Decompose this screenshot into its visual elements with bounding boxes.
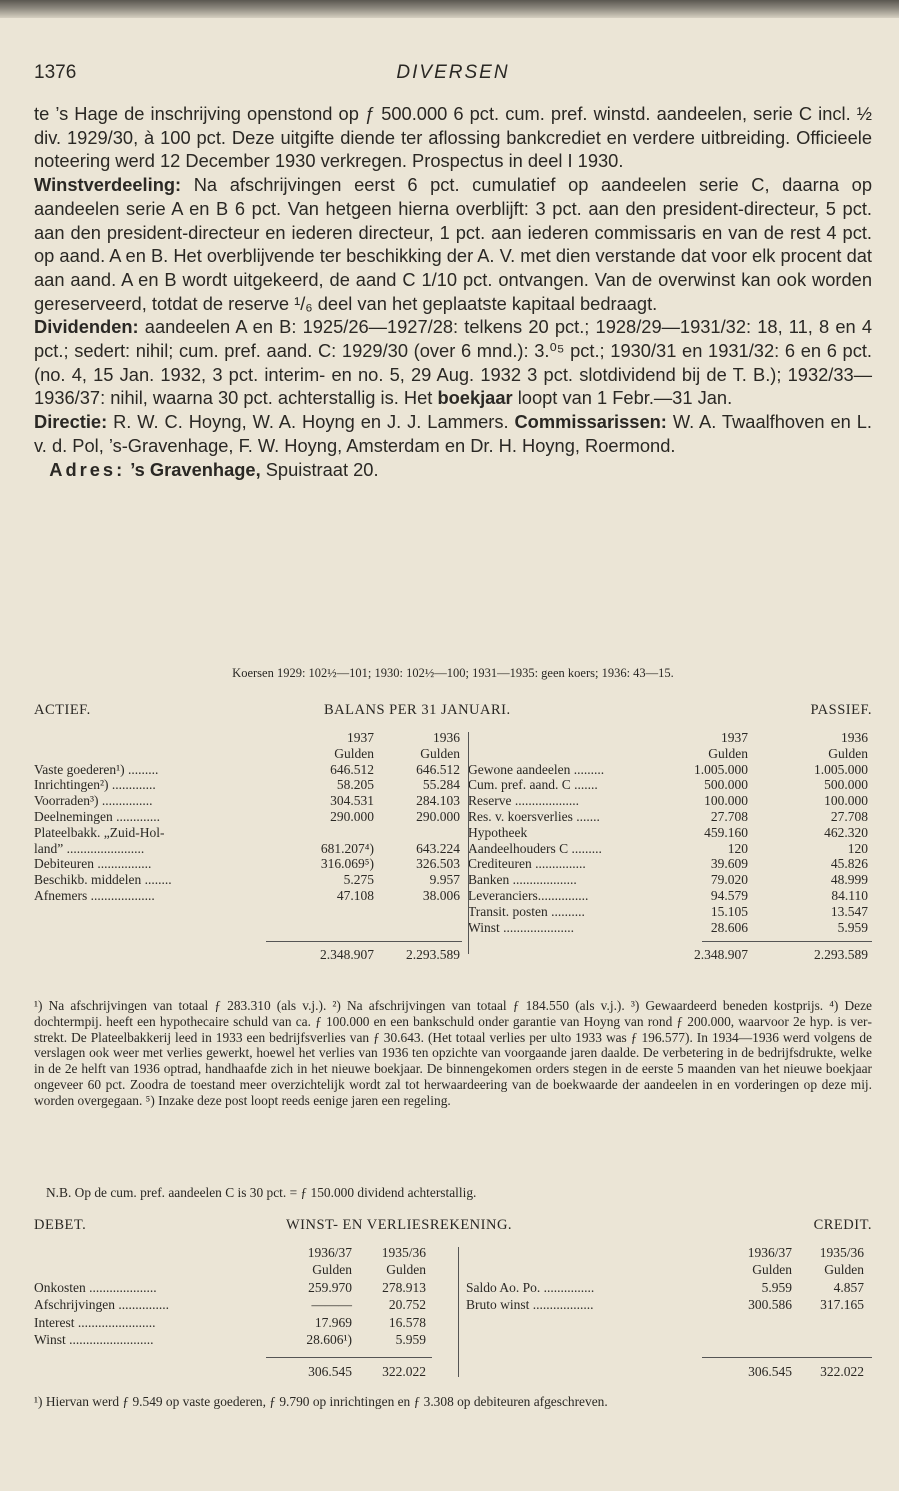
- actief-label: Deelnemingen .............: [34, 809, 160, 824]
- actief-value-1937: 316.069⁵): [320, 856, 374, 872]
- passief-value-1936: 45.826: [830, 856, 868, 872]
- credit-value-1935-36: 317.165: [820, 1297, 864, 1313]
- balance-sheet: [34, 730, 872, 995]
- debet-value-1935-36: 278.913: [382, 1279, 426, 1295]
- credit-label: Saldo Ao. Po. ...............: [466, 1279, 595, 1295]
- profit-loss-account: [34, 1245, 872, 1390]
- pl-title: WINST- EN VERLIESREKENING.: [286, 1217, 513, 1233]
- actief-total-1937: 2.348.907: [320, 947, 374, 963]
- balance-year-header: 1937: [721, 730, 748, 745]
- passief-label: Cum. pref. aand. C .......: [468, 777, 598, 793]
- winstverdeeling-text: Na afschrijvingen eerst 6 pct. cumulatief op aandeelen serie C, daarna op aandeelen serie A en B 6 pct. Van hetgeen hierna overblijft: 3 pct. aan den president-directeur, 5 pct. aan den president-directeur en iederen directeur, 1 pct. aan iederen commissaris en van de rest 4 pct. op aand. A en B. Het overblijvende ter beschikking der A. V. met dien verstande dat voor elk procent dat aan aand. A en B wordt uitgekeerd, de aand C 1/10 pct. ontvangen. Van de overwinst kan ook worden gereserveerd, totdat de reserve ¹/₆ deel van het geplaatste kapitaal bedraagt.: [34, 174, 872, 314]
- debet-label: Onkosten ....................: [34, 1279, 157, 1295]
- passief-label: Banken ...................: [468, 872, 577, 888]
- actief-value-1937: 58.205: [336, 777, 374, 793]
- dividenden-paragraph: [34, 315, 872, 410]
- company-description: [34, 102, 872, 481]
- passief-label: Transit. posten ..........: [468, 903, 585, 919]
- actief-value-1936: 326.503: [416, 856, 460, 872]
- debet-value-1936-37: 17.969: [314, 1314, 352, 1330]
- credit-total-rule: [702, 1357, 872, 1358]
- passief-value-1937: 120: [727, 840, 748, 856]
- debet-value-1935-36: 5.959: [395, 1332, 426, 1347]
- credit-total-1936-37: 306.545: [748, 1364, 792, 1380]
- passief-value-1937: 1.005.000: [694, 761, 748, 777]
- debet-total-1935-36: 322.022: [382, 1364, 426, 1380]
- passief-value-1936: 5.959: [837, 919, 868, 935]
- debet-total-rule: [266, 1357, 432, 1358]
- actief-label: Inrichtingen²) .............: [34, 777, 156, 793]
- adres-label: Adres:: [49, 458, 126, 480]
- winstverdeeling-paragraph: [34, 173, 872, 315]
- nb-note: N.B. Op de cum. pref. aandeelen C is 30 pct. = ƒ 150.000 dividend achterstallig.: [46, 1185, 477, 1200]
- passief-title: PASSIEF.: [810, 702, 872, 718]
- directie-paragraph: [34, 410, 872, 457]
- boekjaar-text: loopt van 1 Febr.—31 Jan.: [512, 387, 733, 409]
- passief-value-1936: 462.320: [824, 824, 868, 840]
- page-number: 1376: [34, 62, 77, 83]
- actief-value-1936: 38.006: [422, 888, 460, 903]
- actief-value-1936: 55.284: [422, 777, 460, 793]
- actief-title: ACTIEF.: [34, 702, 91, 718]
- koersen-line: Koersen 1929: 102½—101; 1930: 102½—100; 1931—1935: geen koers; 1936: 43—15.: [232, 666, 674, 680]
- adres-street: Spuistraat 20.: [260, 458, 379, 480]
- actief-label: Vaste goederen¹) .........: [34, 761, 159, 777]
- actief-value-1937: 681.207⁴): [320, 840, 374, 856]
- passief-value-1937: 79.020: [710, 872, 748, 888]
- passief-value-1936: 84.110: [831, 888, 868, 903]
- actief-value-1936: 9.957: [429, 872, 460, 888]
- passief-value-1936: 500.000: [824, 777, 868, 793]
- boekjaar-label: boekjaar: [437, 387, 513, 409]
- passief-value-1936: 13.547: [830, 903, 868, 919]
- dividenden-text: aandeelen A en B: 1925/26—1927/28: telkens 20 pct.; 1928/29—1931/32: 18, 11, 8 en 4 pct.; sedert: nihil; cum. pref. aand. C: 1929/30 (over 6 mnd.): 3.⁰⁵ pct.; 1930/31 en 1931/32: 6 en 6 pct. (no. 4, 15 Jan. 1932, 3 pct. interim- en no. 5, 29 Aug. 1932 3 pct. slotdividend bij de T. B.); 1932/33—1936/37: nihil, waarna 30 pct. achterstallig is. Het: [34, 316, 872, 409]
- passief-value-1937: 27.708: [710, 809, 748, 824]
- debet-value-1936-37: 28.606¹): [306, 1332, 352, 1347]
- credit-label: Bruto winst ..................: [466, 1297, 594, 1313]
- pl-unit-header: Gulden: [752, 1262, 792, 1278]
- actief-value-1936: 284.103: [416, 793, 460, 809]
- passief-total-1937: 2.348.907: [694, 947, 748, 963]
- passief-label: Leveranciers...............: [468, 888, 589, 903]
- actief-value-1937: 5.275: [343, 872, 374, 888]
- balance-unit-header: Gulden: [334, 745, 374, 761]
- passief-label: Aandeelhouders C .........: [468, 840, 602, 856]
- running-head: DIVERSEN: [396, 62, 510, 83]
- credit-value-1936-37: 300.586: [748, 1297, 792, 1313]
- actief-label: Afnemers ...................: [34, 888, 155, 903]
- scan-top-edge: [0, 0, 899, 18]
- actief-total-rule: [266, 941, 462, 942]
- actief-value-1937: 304.531: [330, 793, 374, 809]
- passief-label: Crediteuren ...............: [468, 856, 586, 872]
- actief-value-1936: 646.512: [416, 761, 460, 777]
- credit-value-1935-36: 4.857: [833, 1279, 864, 1295]
- actief-total-1936: 2.293.589: [406, 947, 460, 963]
- passief-value-1937: 500.000: [704, 777, 748, 793]
- passief-value-1936: 1.005.000: [814, 761, 868, 777]
- adres-city: ’s Gravenhage,: [130, 458, 261, 480]
- winstverdeeling-label: Winstverdeeling:: [34, 174, 182, 196]
- pl-year-header: 1936/37: [747, 1245, 792, 1260]
- dividenden-label: Dividenden:: [34, 316, 139, 338]
- actief-value-1937: 290.000: [330, 809, 374, 824]
- passief-value-1937: 15.105: [710, 903, 748, 919]
- balance-year-header: 1937: [347, 730, 374, 745]
- balance-title: BALANS PER 31 JANUARI.: [324, 702, 511, 718]
- debet-value-1936-37: 259.970: [308, 1279, 352, 1295]
- balance-divider: [468, 732, 469, 954]
- actief-label: Voorraden³) ...............: [34, 793, 153, 809]
- debet-value-1936-37: ———: [311, 1297, 352, 1313]
- actief-label: Plateelbakk. „Zuid-Hol-: [34, 824, 165, 840]
- directie-text: R. W. C. Hoyng, W. A. Hoyng en J. J. Lammers.: [107, 411, 515, 433]
- debet-label: Winst .........................: [34, 1332, 154, 1347]
- passief-value-1936: 120: [847, 840, 868, 856]
- passief-value-1936: 27.708: [830, 809, 868, 824]
- debet-value-1935-36: 20.752: [388, 1297, 426, 1313]
- intro-paragraph: te ’s Hage de inschrijving openstond op ƒ 500.000 6 pct. cum. pref. winstd. aandeelen, serie C incl. ½ div. 1929/30, à 100 pct. Deze uitgifte diende ter aflossing bankcrediet en verdere uitbreiding. Officieele noteering werd 12 December 1930 verkregen. Prospectus in deel I 1930.: [34, 103, 872, 172]
- actief-value-1937: 47.108: [336, 888, 374, 903]
- pl-footnote: ¹) Hiervan werd ƒ 9.549 op vaste goederen, ƒ 9.790 op inrichtingen en ƒ 3.308 op debiteuren afgeschreven.: [34, 1394, 608, 1409]
- commissarissen-text: W. A. Twaalfhoven en L. v. d. Pol, ’s-Gravenhage, F. W. Hoyng, Amsterdam en Dr. H. Hoyng, Roermond.: [34, 411, 872, 456]
- balance-year-header: 1936: [433, 730, 460, 745]
- page-header: [34, 62, 872, 88]
- commissarissen-label: Commissarissen:: [514, 411, 667, 433]
- directie-label: Directie:: [34, 411, 108, 433]
- balance-footnotes: ¹) Na afschrijvingen van totaal ƒ 283.310 (als v.j.). ²) Na afschrijvingen van totaal ƒ 184.550 (als v.j.). ³) Gewaardeerd beneden kostprijs. ⁴) Deze dochtermpij. heeft een hypothecaire schuld van ca. ƒ 100.000 en een bankschuld onder garantie van Hoyng van rond ƒ 200.000, waarvoor 2e hyp. is verstrekt. De Plateelbakkerij leed in 1933 een bedrijfsverlies van ƒ 30.643. (Het totaal verlies per ulto 1933 was ƒ 196.577). In 1934—1936 werd volgens de verslagen ook weer met verlies gewerkt, hoewel het verlies van 1936 ten opzichte van voorgaande jaren daalde. De verbetering in de bedrijfsdrukte, welke in de 2e helft van 1936 optrad, handhaafde zich in het nieuwe boekjaar. De binnengekomen orders stegen in de eerste 5 maanden van het nieuwe boekjaar ongeveer 60 pct. Zoodra de toestand meer overzichtelijk wordt zal tot herwaardeering van de boekwaarde der aandeelen in en vorderingen op deze mij. worden overgegaan. ⁵) Inzake deze post loopt reeds eenige jaren een regeling.: [34, 998, 872, 1108]
- balance-unit-header: Gulden: [828, 745, 868, 761]
- actief-value-1937: 646.512: [330, 761, 374, 777]
- actief-label: land” .......................: [34, 840, 145, 856]
- credit-title: CREDIT.: [813, 1217, 872, 1233]
- pl-unit-header: Gulden: [386, 1262, 426, 1278]
- passief-label: Reserve ...................: [468, 793, 579, 809]
- debet-title: DEBET.: [34, 1217, 87, 1233]
- passief-label: Res. v. koersverlies .......: [468, 809, 600, 824]
- passief-value-1937: 39.609: [710, 856, 748, 872]
- pl-unit-header: Gulden: [312, 1262, 352, 1278]
- actief-value-1936: 290.000: [416, 809, 460, 824]
- actief-label: Debiteuren ................: [34, 856, 152, 872]
- pl-unit-header: Gulden: [824, 1262, 864, 1278]
- debet-value-1935-36: 16.578: [388, 1314, 426, 1330]
- passief-value-1936: 48.999: [830, 872, 868, 888]
- passief-label: Hypotheek: [468, 824, 528, 840]
- credit-value-1936-37: 5.959: [761, 1279, 792, 1295]
- passief-total-rule: [702, 941, 872, 942]
- passief-value-1937: 94.579: [710, 888, 748, 903]
- passief-value-1937: 459.160: [704, 824, 748, 840]
- balance-unit-header: Gulden: [420, 745, 460, 761]
- pl-year-header: 1935/36: [819, 1245, 864, 1260]
- credit-total-1935-36: 322.022: [820, 1364, 864, 1380]
- passief-value-1937: 100.000: [704, 793, 748, 809]
- actief-value-1936: 643.224: [416, 840, 460, 856]
- balance-year-header: 1936: [841, 730, 868, 745]
- actief-label: Beschikb. middelen ........: [34, 872, 172, 888]
- passief-value-1937: 28.606: [710, 919, 748, 935]
- passief-total-1936: 2.293.589: [814, 947, 868, 963]
- debet-total-1936-37: 306.545: [308, 1364, 352, 1380]
- pl-year-header: 1935/36: [381, 1245, 426, 1260]
- debet-label: Afschrijvingen ...............: [34, 1297, 169, 1313]
- pl-year-header: 1936/37: [307, 1245, 352, 1260]
- passief-value-1936: 100.000: [824, 793, 868, 809]
- passief-label: Gewone aandeelen .........: [468, 761, 605, 777]
- debet-label: Interest .......................: [34, 1314, 156, 1330]
- passief-label: Winst .....................: [468, 919, 574, 935]
- pl-divider: [458, 1247, 459, 1377]
- adres-paragraph: [34, 458, 872, 482]
- balance-unit-header: Gulden: [708, 745, 748, 761]
